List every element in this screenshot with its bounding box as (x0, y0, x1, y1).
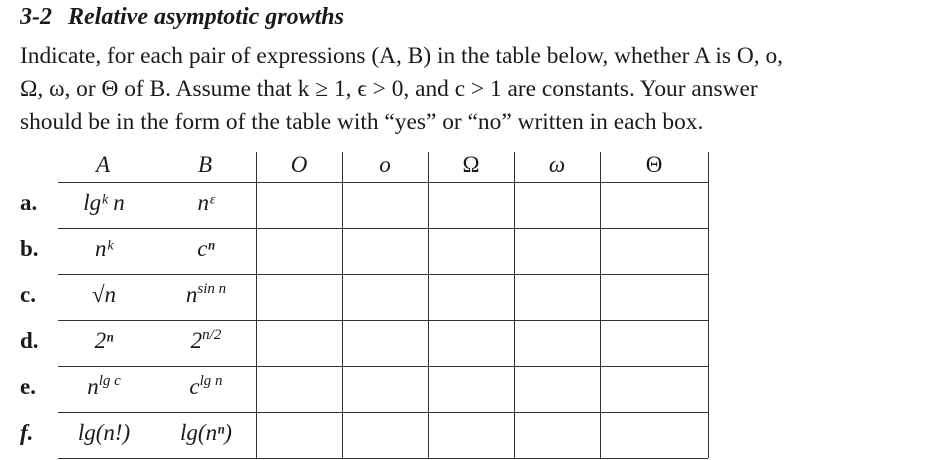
row-label-1: a. (20, 190, 38, 215)
answer-cell-6-big-theta[interactable] (600, 413, 708, 457)
problem-heading (20, 4, 344, 31)
expr-b-1: nᵋ (197, 190, 215, 215)
statement-line-2: Ω, ω, or Θ of B. Assume that k ≥ 1, ϵ > 0, and c > 1 are constants. Your answer (20, 76, 758, 102)
expr-a-4: 2ⁿ (94, 328, 114, 353)
row-rule (58, 458, 708, 459)
statement-line-3: should be in the form of the table with “yes” or “no” written in each box. (20, 109, 704, 135)
header-b: B (197, 152, 213, 177)
problem-statement (20, 40, 945, 139)
answer-cell-5-little-omega[interactable] (514, 367, 600, 411)
answer-cell-6-little-o[interactable] (342, 413, 428, 457)
growth-table (0, 150, 951, 460)
answer-cell-3-big-theta[interactable] (600, 275, 708, 319)
header-big-o: O (290, 152, 308, 177)
answer-cell-3-little-omega[interactable] (514, 275, 600, 319)
answer-cell-1-big-omega[interactable] (428, 183, 514, 227)
expr-b-2: cⁿ (197, 236, 215, 261)
row-label-4: d. (20, 328, 39, 353)
problem-number: 3-2 (20, 4, 52, 30)
header-a: A (95, 152, 111, 177)
expr-a-1: lgᵏ n (83, 190, 125, 215)
answer-cell-2-big-o[interactable] (256, 229, 342, 273)
row-label-2: b. (20, 236, 39, 261)
expr-b-5: $c^{lg n}$ (189, 373, 223, 399)
row-label-5: e. (20, 374, 36, 399)
expr-a-3: √n (91, 282, 117, 307)
header-big-omega: Ω (462, 152, 480, 177)
answer-cell-4-big-theta[interactable] (600, 321, 708, 365)
answer-cell-4-big-omega[interactable] (428, 321, 514, 365)
header-big-theta: Θ (645, 152, 663, 177)
answer-cell-5-big-omega[interactable] (428, 367, 514, 411)
answer-cell-4-little-omega[interactable] (514, 321, 600, 365)
answer-cell-6-little-omega[interactable] (514, 413, 600, 457)
answer-cell-5-little-o[interactable] (342, 367, 428, 411)
answer-cell-2-little-omega[interactable] (514, 229, 600, 273)
problem-title: Relative asymptotic growths (68, 4, 344, 30)
answer-cell-5-big-o[interactable] (256, 367, 342, 411)
column-rule (708, 152, 709, 458)
answer-cell-2-little-o[interactable] (342, 229, 428, 273)
answer-cell-6-big-o[interactable] (256, 413, 342, 457)
expr-a-6: lg(n!) (77, 420, 131, 445)
answer-cell-1-little-omega[interactable] (514, 183, 600, 227)
header-little-omega: ω (548, 152, 566, 177)
row-label-6: f. (20, 420, 34, 445)
answer-cell-1-big-o[interactable] (256, 183, 342, 227)
answer-cell-6-big-omega[interactable] (428, 413, 514, 457)
expr-b-6: lg(nⁿ) (180, 420, 232, 445)
row-label-3: c. (20, 282, 36, 307)
statement-line-1: Indicate, for each pair of expressions (A, B) in the table below, whether A is O, o, (20, 43, 784, 69)
answer-cell-3-little-o[interactable] (342, 275, 428, 319)
expr-b-3: $n^{sin n}$ (185, 281, 227, 307)
expr-a-5: $n^{lg c}$ (87, 373, 121, 399)
answer-cell-3-big-o[interactable] (256, 275, 342, 319)
answer-cell-2-big-omega[interactable] (428, 229, 514, 273)
answer-cell-5-big-theta[interactable] (600, 367, 708, 411)
answer-cell-2-big-theta[interactable] (600, 229, 708, 273)
answer-cell-3-big-omega[interactable] (428, 275, 514, 319)
answer-cell-4-big-o[interactable] (256, 321, 342, 365)
header-little-o: o (379, 152, 391, 177)
expr-a-2: nᵏ (95, 236, 113, 261)
expr-b-4: $2^{n/2}$ (190, 327, 222, 353)
answer-cell-1-big-theta[interactable] (600, 183, 708, 227)
answer-cell-1-little-o[interactable] (342, 183, 428, 227)
answer-cell-4-little-o[interactable] (342, 321, 428, 365)
